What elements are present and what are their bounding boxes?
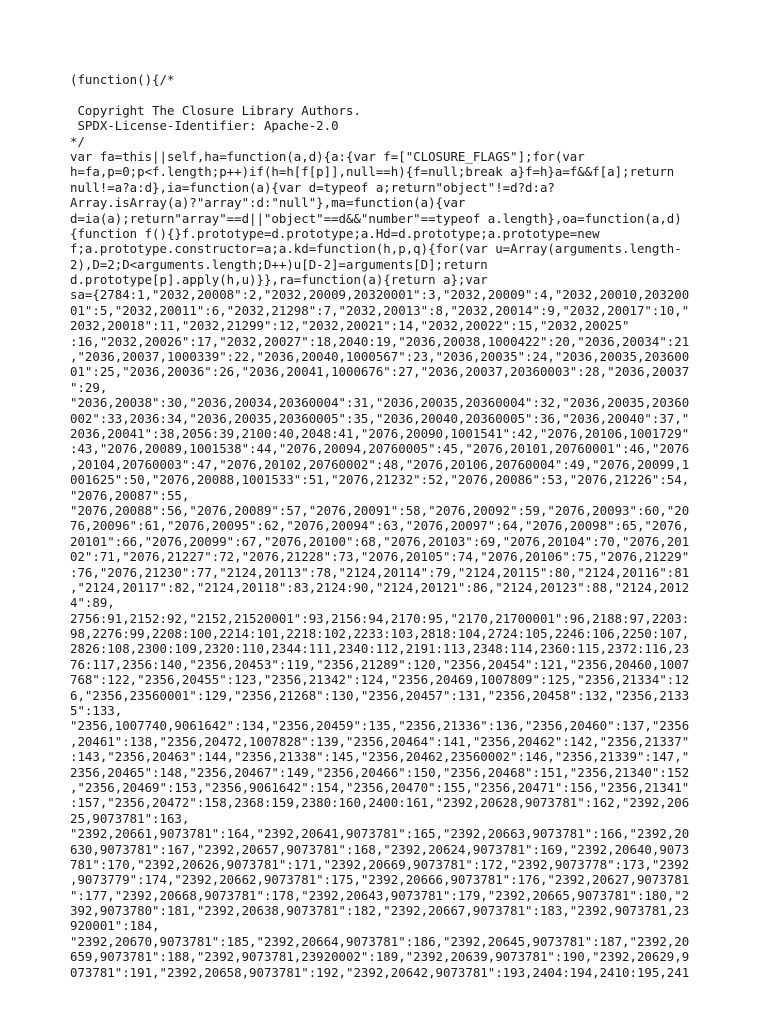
code-line: null!=a?a:d},ia=function(a){var d=typeof a;return"object"!=d?d:a? bbox=[70, 179, 555, 195]
code-line: 2036,20041":38,2056:39,2100:40,2048:41,"2076,20090,1001541":42,"2076,20106,1001729" bbox=[70, 425, 690, 441]
code-line: 20101":66,"2076,20099":67,"2076,20100":68,"2076,20103":69,"2076,20104":70,"2076,201 bbox=[70, 533, 690, 549]
code-line: h=fa,p=0;p<f.length;p++)if(h=h[f[p]],null==h){f=null;break a}f=h}a=f&&f[a];return bbox=[70, 164, 675, 180]
code-line: sa={2784:1,"2032,20008":2,"2032,20009,20320001":3,"2032,20009":4,"2032,20010,203200 bbox=[70, 287, 690, 303]
code-line: ":177,"2392,20668,9073781":178,"2392,20643,9073781":179,"2392,20665,9073781":180,"2 bbox=[70, 887, 690, 903]
code-line: ,9073779":174,"2392,20662,9073781":175,"2392,20666,9073781":176,"2392,20627,9073781 bbox=[70, 872, 690, 888]
code-line: 6,"2356,23560001":129,"2356,21268":130,"2356,20457":131,"2356,20458":132,"2356,2133 bbox=[70, 687, 690, 703]
code-line: ,20461":138,"2356,20472,1007828":139,"2356,20464":141,"2356,20462":142,"2356,21337" bbox=[70, 733, 690, 749]
code-line: 2356,20465":148,"2356,20467":149,"2356,20466":150,"2356,20468":151,"2356,21340":152 bbox=[70, 764, 690, 780]
code-line: 920001":184, bbox=[70, 918, 160, 934]
code-line: "2076,20087":55, bbox=[70, 487, 190, 503]
code-line: 002":33,2036:34,"2036,20035,20360005":35,"2036,20040,20360005":36,"2036,20040":37," bbox=[70, 410, 690, 426]
code-line: ,"2356,20469":153,"2356,9061642":154,"2356,20470":155,"2356,20471":156,"2356,21341" bbox=[70, 779, 690, 795]
code-line: d=ia(a);return"array"==d||"object"==d&&"number"==typeof a.length},oa=function(a,d) bbox=[70, 210, 682, 226]
code-line bbox=[70, 87, 702, 102]
code-line: 073781":191,"2392,20658,9073781":192,"2392,20642,9073781":193,2404:194,2410:195,241 bbox=[70, 964, 690, 980]
code-line: "2392,20670,9073781":185,"2392,20664,9073781":186,"2392,20645,9073781":187,"2392,20 bbox=[70, 933, 690, 949]
code-line: "2392,20661,9073781":164,"2392,20641,9073781":165,"2392,20663,9073781":166,"2392,20 bbox=[70, 826, 690, 842]
code-line: "2356,1007740,9061642":134,"2356,20459":135,"2356,21336":136,"2356,20460":137,"2356 bbox=[70, 718, 690, 734]
code-line: 98,2276:99,2208:100,2214:101,2218:102,2233:103,2818:104,2724:105,2246:106,2250:107, bbox=[70, 626, 690, 642]
code-line: 768":122,"2356,20455":123,"2356,21342":124,"2356,20469,1007809":125,"2356,21334":12 bbox=[70, 672, 690, 688]
code-line: 5":133, bbox=[70, 703, 123, 719]
code-line: 76,20096":61,"2076,20095":62,"2076,20094":63,"2076,20097":64,"2076,20098":65,"2076, bbox=[70, 518, 690, 534]
code-line: */ bbox=[70, 133, 85, 149]
code-line: ":29, bbox=[70, 379, 108, 395]
code-line: 01":25,"2036,20036":26,"2036,20041,1000676":27,"2036,20037,20360003":28,"2036,20037 bbox=[70, 364, 690, 380]
code-line: "2036,20038":30,"2036,20034,20360004":31,"2036,20035,20360004":32,"2036,20035,20360 bbox=[70, 395, 690, 411]
code-line: (function(){/* bbox=[70, 72, 175, 87]
code-line: :43,"2076,20089,1001538":44,"2076,20094,20760005":45,"2076,20101,20760001":46,"2076 bbox=[70, 441, 690, 457]
code-line: 781":170,"2392,20626,9073781":171,"2392,20669,9073781":172,"2392,9073778":173,"2392 bbox=[70, 856, 690, 872]
code-line: 2032,20018":11,"2032,21299":12,"2032,20021":14,"2032,20022":15,"2032,20025" bbox=[70, 318, 630, 334]
code-line: 392,9073780":181,"2392,20638,9073781":182,"2392,20667,9073781":183,"2392,9073781,23 bbox=[70, 903, 690, 919]
code-line: {function f(){}f.prototype=d.prototype;a.Hd=d.prototype;a.prototype=new bbox=[70, 225, 600, 241]
code-line: f;a.prototype.constructor=a;a.kd=function(h,p,q){for(var u=Array(arguments.length- bbox=[70, 241, 682, 257]
code-line: 2826:108,2300:109,2320:110,2344:111,2340:112,2191:113,2348:114,2360:115,2372:116,23 bbox=[70, 641, 690, 657]
code-line: :76,"2076,21230":77,"2124,20113":78,"2124,20114":79,"2124,20115":80,"2124,20116":81 bbox=[70, 564, 690, 580]
code-line: SPDX-License-Identifier: Apache-2.0 bbox=[70, 118, 339, 134]
code-line: 630,9073781":167,"2392,20657,9073781":168,"2392,20624,9073781":169,"2392,20640,9073 bbox=[70, 841, 690, 857]
code-line: 001625":50,"2076,20088,1001533":51,"2076,21232":52,"2076,20086":53,"2076,21226":54, bbox=[70, 472, 690, 488]
code-line: ,20104,20760003":47,"2076,20102,20760002":48,"2076,20106,20760004":49,"2076,20099,1 bbox=[70, 456, 690, 472]
code-line: d.prototype[p].apply(h,u)}},ra=function(a){return a};var bbox=[70, 272, 488, 288]
code-line: 02":71,"2076,21227":72,"2076,21228":73,"2076,20105":74,"2076,20106":75,"2076,21229" bbox=[70, 549, 690, 565]
code-line: ,"2036,20037,1000339":22,"2036,20040,1000567":23,"2036,20035":24,"2036,20035,203600 bbox=[70, 349, 690, 365]
code-line: 4":89, bbox=[70, 595, 115, 611]
code-line: 01":5,"2032,20011":6,"2032,21298":7,"2032,20013":8,"2032,20014":9,"2032,20017":10," bbox=[70, 302, 690, 318]
code-line: Copyright The Closure Library Authors. bbox=[70, 102, 361, 118]
code-line: :157,"2356,20472":158,2368:159,2380:160,2400:161,"2392,20628,9073781":162,"2392,206 bbox=[70, 795, 690, 811]
code-line: :16,"2032,20026":17,"2032,20027":18,2040:19,"2036,20038,1000422":20,"2036,20034":21 bbox=[70, 333, 690, 349]
code-line: 76:117,2356:140,"2356,20453":119,"2356,21289":120,"2356,20454":121,"2356,20460,1007 bbox=[70, 656, 690, 672]
code-line: Array.isArray(a)?"array":d:"null"},ma=function(a){var bbox=[70, 195, 466, 211]
code-line: 2),D=2;D<arguments.length;D++)u[D-2]=arguments[D];return bbox=[70, 256, 488, 272]
code-line: var fa=this||self,ha=function(a,d){a:{var f=["CLOSURE_FLAGS"];for(var bbox=[70, 148, 585, 164]
code-line: 25,9073781":163, bbox=[70, 810, 190, 826]
code-line: 659,9073781":188,"2392,9073781,23920002":189,"2392,20639,9073781":190,"2392,20629,9 bbox=[70, 949, 690, 965]
code-line: 2756:91,2152:92,"2152,21520001":93,2156:94,2170:95,"2170,21700001":96,2188:97,2203: bbox=[70, 610, 690, 626]
code-line: ,"2124,20117":82,"2124,20118":83,2124:90,"2124,20121":86,"2124,20123":88,"2124,2012 bbox=[70, 579, 690, 595]
source-code-view bbox=[70, 72, 702, 980]
code-line: :143,"2356,20463":144,"2356,21338":145,"2356,20462,23560002":146,"2356,21339":147," bbox=[70, 749, 690, 765]
code-line: "2076,20088":56,"2076,20089":57,"2076,20091":58,"2076,20092":59,"2076,20093":60,"20 bbox=[70, 502, 690, 518]
